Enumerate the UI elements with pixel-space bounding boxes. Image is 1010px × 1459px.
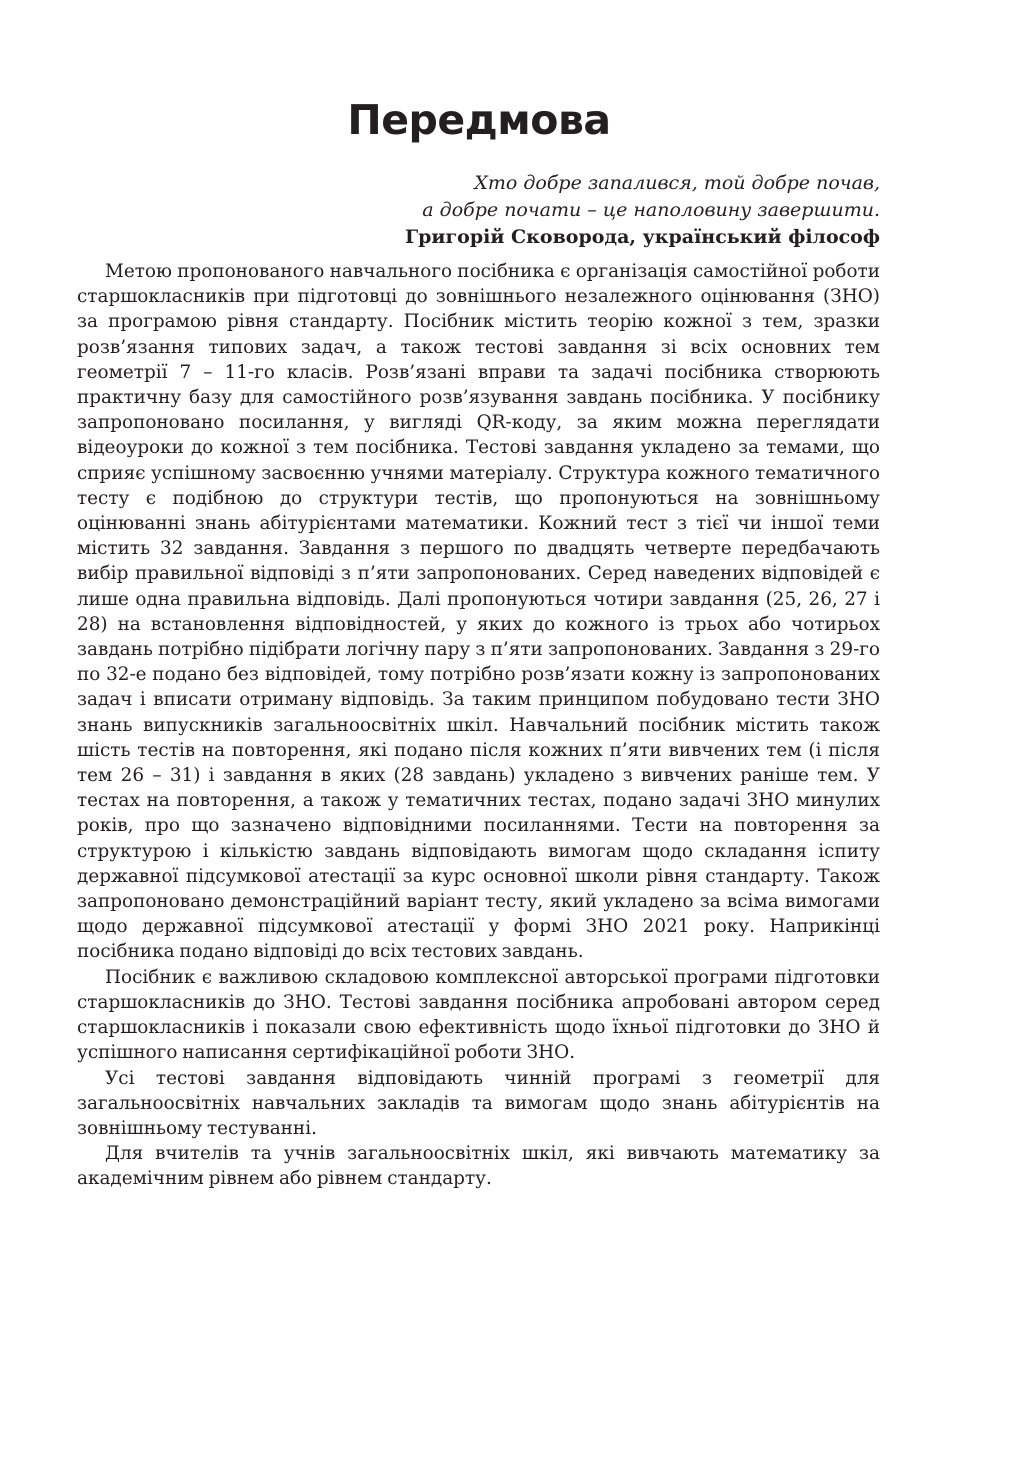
epigraph-line-2: а добре почати – це наполовину завершити.	[422, 199, 880, 221]
page-title: Передмова	[347, 96, 611, 144]
epigraph	[300, 170, 880, 251]
epigraph-author: Григорій Сковорода, український філософ	[405, 226, 880, 248]
paragraph-4: Для вчителів та учнів загальноосвітніх шкіл, які вивчають математику за академічним рівнем або рівнем стандарту.	[77, 1143, 880, 1190]
paragraph-3: Усі тестові завдання відповідають чинній програмі з геометрії для загальноосвітніх навчальних закладів та вимогам щодо знань абітурієнтів на зовнішньому тестуванні.	[77, 1067, 880, 1139]
paragraph-2: Посібник є важливою складовою комплексної авторської програми підготовки старшокласників до ЗНО. Тестові завдання посібника апробовані автором серед старшокласників і показали свою ефективність щодо їхньої підготовки до ЗНО й успішного написання сертифікаційної роботи ЗНО.	[77, 966, 880, 1064]
paragraph-1: Метою пропонованого навчального посібника є організація самостійної роботи старшокласників при підготовці до зовнішнього незалежного оцінювання (ЗНО) за програмою рівня стандарту. Посібник містить теорію кожної з тем, зразки розв’язання типових задач, а також тестові завдання зі всіх основних тем геометрії 7 – 11-го класів. Розв’язані вправи та задачі посібника створюють практичну базу для самостійного розв’язування завдань посібника. У посібнику запропоновано посилання, у вигляді QR-коду, за яким можна переглядати відеоуроки до кожної з тем посібника. Тестові завдання укладено за темами, що сприяє успішному засвоєнню учнями матеріалу. Структура кожного тематичного тесту є подібною до структури тестів, що пропонуються на зовнішньому оцінюванні знань абітурієнтами математики. Кожний тест з тієї чи іншої теми містить 32 завдання. Завдання з першого по двадцять четверте передбачають вибір правильної відповіді з п’яти запропонованих. Серед наведених відповідей є лише одна правильна відповідь. Далі пропонуються чотири завдання (25, 26, 27 і 28) на встановлення відповідностей, у яких до кожного із трьох або чотирьох завдань потрібно підібрати логічну пару з п’яти запропонованих. Завдання з 29-го по 32-е подано без відповідей, тому потрібно розв’язати кожну із запропонованих задач і вписати отриману відповідь. За таким принципом побудовано тести ЗНО знань випускників загальноосвітніх шкіл. Навчальний посібник містить також шість тестів на повторення, які подано після кожних п’яти вивчених тем (і після тем 26 – 31) і завдання в яких (28 завдань) укладено з вивчених раніше тем. У тестах на повторення, а також у тематичних тестах, подано задачі ЗНО минулих років, про що зазначено відповідними посиланнями. Тести на повторення за структурою і кількістю завдань відповідають вимогам щодо складання іспиту державної підсумкової атестації за курс основної школи рівня стандарту. Також запропоновано демонстраційний варіант тесту, який укладено за всіма вимогами щодо державної підсумкової атестації у формі ЗНО 2021 року. Наприкінці посібника подано відповіді до всіх тестових завдань.	[77, 261, 880, 963]
epigraph-line-1: Хто добре запалився, той добре почав,	[474, 172, 880, 194]
body-text	[77, 259, 880, 1192]
